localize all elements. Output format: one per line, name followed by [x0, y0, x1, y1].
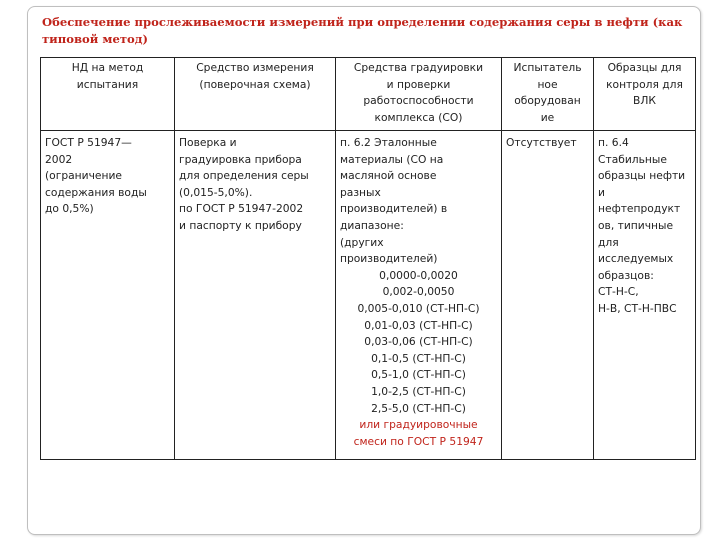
header-nd-method: НД на метод испытания: [41, 58, 175, 131]
alt-calibration-note: или градуировочные: [359, 418, 478, 432]
cell-measuring-instrument: Поверка и градуировка прибора для определения серы (0,015-5,0%). по ГОСТ Р 51947-2002 и паспорту к прибору: [175, 131, 336, 460]
header-row: [41, 58, 696, 131]
header-measuring-instrument: Средство измерения (поверочная схема): [175, 58, 336, 131]
cell-test-equipment: Отсутствует: [502, 131, 594, 460]
concentration-ranges: 0,0000-0,0020 0,002-0,0050 0,005-0,010 (СТ-НП-С) 0,01-0,03 (СТ-НП-С) 0,03-0,06 (СТ-НП-С) 0,1-0,5 (СТ-НП-С) 0,5-1,0 (СТ-НП-С) 1,0-2,5 (СТ-НП-С) 2,5-5,0 (СТ-НП-С) или градуировочные смеси по ГОСТ Р 51947: [340, 268, 497, 451]
cell-control-samples: п. 6.4 Стабильные образцы нефти и нефтепродукт ов, типичные для исследуемых образцов: СТ-Н-С, Н-В, СТ-Н-ПВС: [594, 131, 696, 460]
cell-nd-method: ГОСТ Р 51947— 2002 (ограничение содержания воды до 0,5%): [41, 131, 175, 460]
page-title: Обеспечение прослеживаемости измерений при определении содержания серы в нефти (как типовой метод): [42, 15, 683, 46]
header-calibration-means: Средства градуировки и проверки работоспособности комплекса (СО): [336, 58, 502, 131]
header-control-samples: Образцы для контроля для ВЛК: [594, 58, 696, 131]
cell-calibration-means: п. 6.2 Эталонные материалы (СО на масляной основе разных производителей) в диапазоне: (других производителей) 0,0000-0,0020 0,002-0,0050 0,005-0,010 (СТ-НП-С) 0,01-0,03 (СТ-НП-С) 0,03-0,06 (СТ-НП-С) 0,1-0,5 (СТ-НП-С) 0,5-1,0 (СТ-НП-С) 1,0-2,5 (СТ-НП-С) 2,5-5,0 (СТ-НП-С) или градуировочные смеси по ГОСТ Р 51947: [336, 131, 502, 460]
header-test-equipment: Испытатель ное оборудован ие: [502, 58, 594, 131]
table-row: [41, 131, 696, 460]
traceability-table: [40, 57, 696, 460]
